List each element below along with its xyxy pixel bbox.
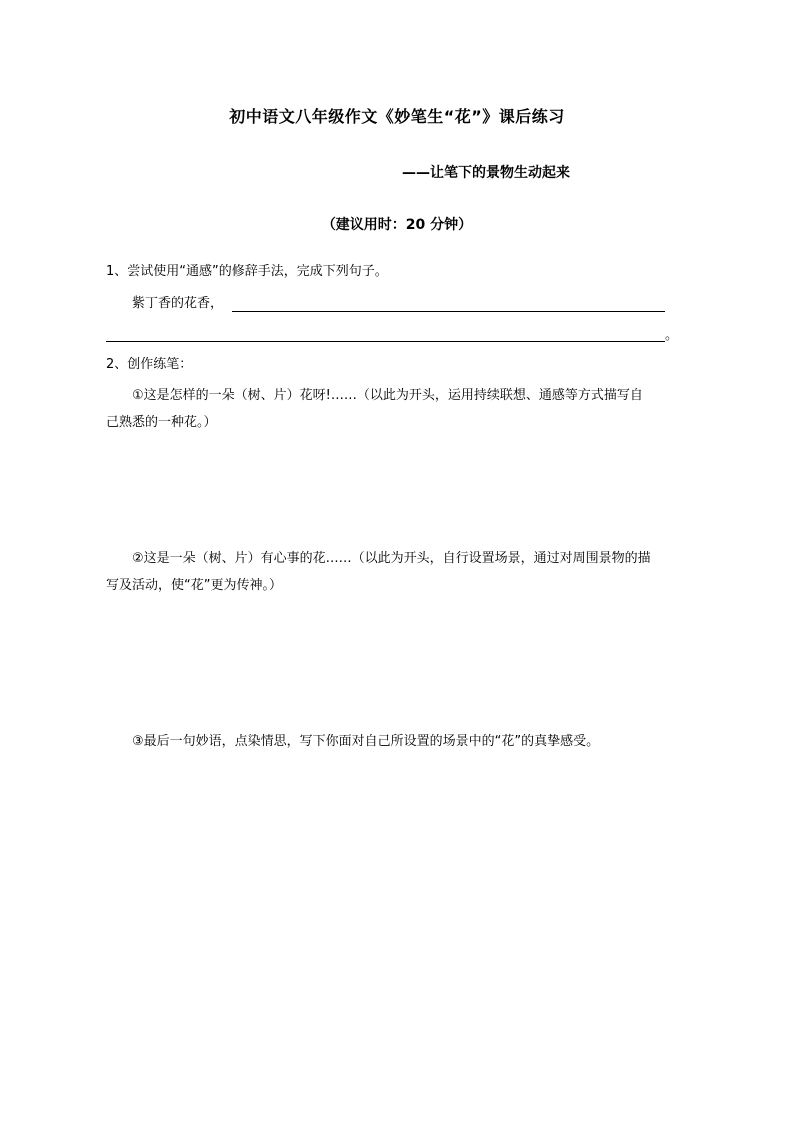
question-2-item-1-line-2: 己熟悉的一种花。） <box>106 415 217 430</box>
question-2-item-2-line-1: ②这是一朵（树、片）有心事的花……（以此为开头，自行设置场景，通过对周围景物的描 <box>132 551 651 566</box>
answer-blank-line-1[interactable] <box>232 311 665 312</box>
question-1-sentence-end: 。 <box>665 328 679 343</box>
answer-blank-line-2[interactable] <box>106 341 665 342</box>
question-1-prompt: 1、尝试使用“通感”的修辞手法，完成下列句子。 <box>106 264 388 279</box>
question-2-item-1 <box>106 382 690 436</box>
question-2-item-2 <box>106 545 690 599</box>
question-2-item-1-line-1: ①这是怎样的一朵（树、片）花呀!……（以此为开头，运用持续联想、通感等方式描写自 <box>132 388 643 403</box>
question-2-prompt: 2、创作练笔： <box>106 357 193 372</box>
question-2-item-2-line-2: 写及活动，使“花”更为传神。） <box>106 578 282 593</box>
suggested-time: （建议用时：20 分钟） <box>321 217 473 233</box>
page-subtitle: ——让笔下的景物生动起来 <box>402 165 570 181</box>
question-2-item-3: ③最后一句妙语，点染情思，写下你面对自己所设置的场景中的“花”的真挚感受。 <box>132 734 600 749</box>
page-title: 初中语文八年级作文《妙笔生“花”》课后练习 <box>229 107 565 126</box>
question-1-sentence-start: 紫丁香的花香， <box>132 296 224 311</box>
